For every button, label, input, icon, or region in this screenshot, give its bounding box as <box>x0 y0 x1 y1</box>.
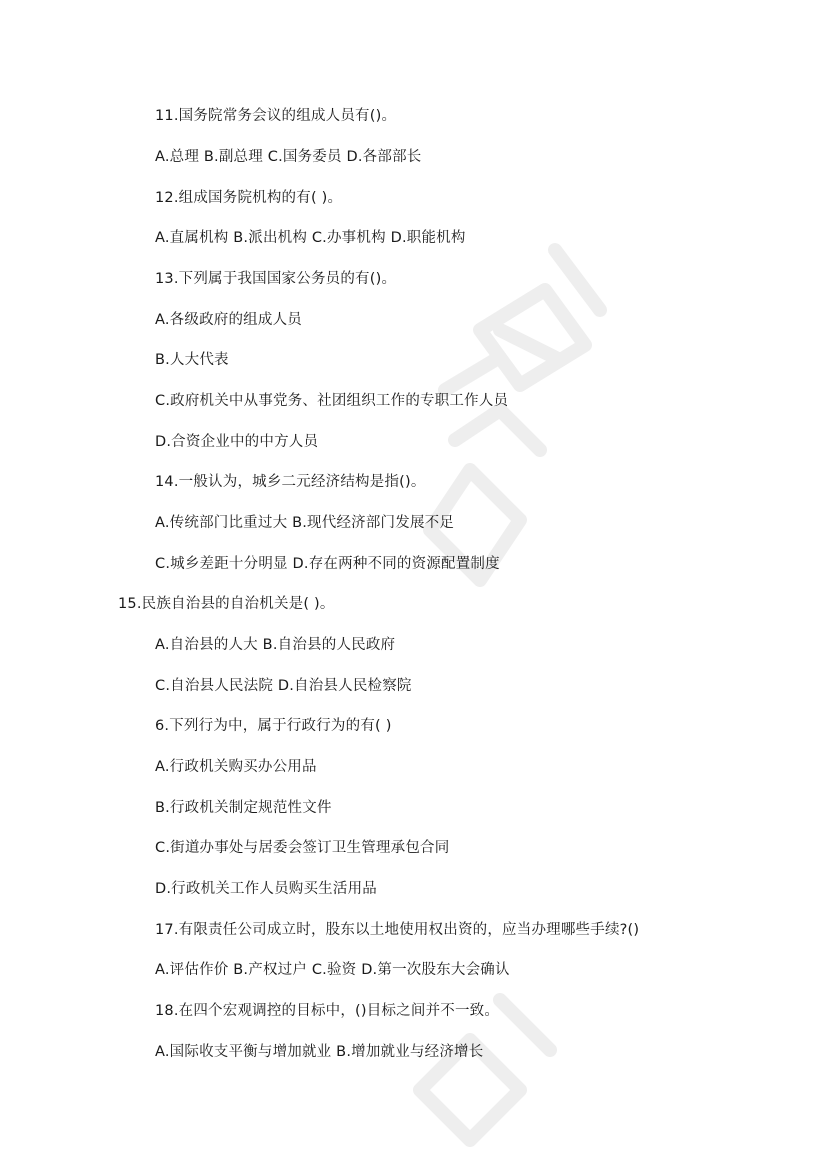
question-11-options: A.总理 B.副总理 C.国务委员 D.各部部长 <box>155 149 422 165</box>
question-18-options-ab: A.国际收支平衡与增加就业 B.增加就业与经济增长 <box>155 1044 484 1060</box>
question-18: 18.在四个宏观调控的目标中，()目标之间并不一致。 <box>155 1003 500 1019</box>
question-13-option-c: C.政府机关中从事党务、社团组织工作的专职工作人员 <box>155 393 509 409</box>
question-13-option-a: A.各级政府的组成人员 <box>155 312 302 328</box>
question-12-options: A.直属机构 B.派出机构 C.办事机构 D.职能机构 <box>155 230 466 246</box>
question-12: 12.组成国务院机构的有( )。 <box>155 190 343 206</box>
question-15-options-cd: C.自治县人民法院 D.自治县人民检察院 <box>155 678 412 694</box>
question-16-option-b: B.行政机关制定规范性文件 <box>155 800 332 816</box>
question-15-options-ab: A.自治县的人大 B.自治县的人民政府 <box>155 637 396 653</box>
question-16-option-d: D.行政机关工作人员购买生活用品 <box>155 881 377 897</box>
question-14-options-ab: A.传统部门比重过大 B.现代经济部门发展不足 <box>155 515 455 531</box>
question-13: 13.下列属于我国国家公务员的有()。 <box>155 271 397 287</box>
question-14-options-cd: C.城乡差距十分明显 D.存在两种不同的资源配置制度 <box>155 556 500 572</box>
question-17-options: A.评估作价 B.产权过户 C.验资 D.第一次股东大会确认 <box>155 962 510 978</box>
question-16-option-a: A.行政机关购买办公用品 <box>155 759 317 775</box>
question-15: 15.民族自治县的自治机关是( )。 <box>118 596 335 612</box>
question-14: 14.一般认为，城乡二元经济结构是指()。 <box>155 474 426 490</box>
question-13-option-b: B.人大代表 <box>155 352 229 368</box>
question-11: 11.国务院常务会议的组成人员有()。 <box>155 108 397 124</box>
question-17: 17.有限责任公司成立时，股东以土地使用权出资的，应当办理哪些手续?() <box>155 922 640 938</box>
question-16-option-c: C.街道办事处与居委会签订卫生管理承包合同 <box>155 840 450 856</box>
question-16: 6.下列行为中，属于行政行为的有( ) <box>155 718 392 734</box>
question-13-option-d: D.合资企业中的中方人员 <box>155 434 319 450</box>
